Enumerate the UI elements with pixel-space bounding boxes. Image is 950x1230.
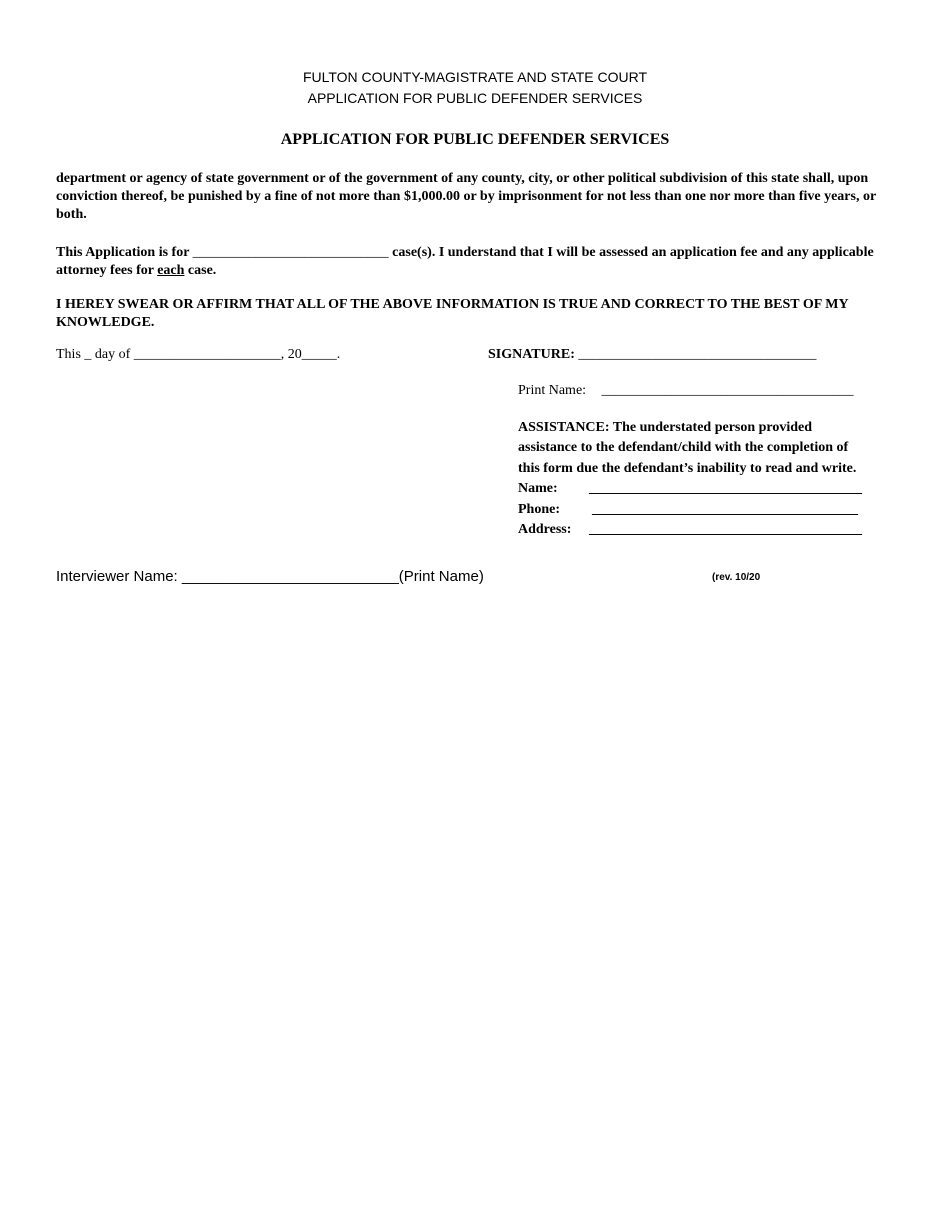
penalty-paragraph: department or agency of state government or of the government of any county, city, or other political subdivision of this state shall, upon conviction thereof, be punished by a fine of not more than $1,000.00 or by imprisonment for not less than one nor more than five years, or both.	[56, 171, 876, 222]
date-line: This _ day of _____________________, 20_____.	[56, 347, 341, 362]
oath-statement: I HEREY SWEAR OR AFFIRM THAT ALL OF THE ABOVE INFORMATION IS TRUE AND CORRECT TO THE BEST OF MY KNOWLEDGE.	[56, 297, 849, 330]
interviewer-blank: __________________________	[181, 568, 399, 585]
form-subtitle: APPLICATION FOR PUBLIC DEFENDER SERVICES	[307, 90, 643, 106]
each-emphasis: each	[157, 263, 185, 278]
case-count-blank: ____________________________	[192, 245, 389, 260]
application-end: case.	[187, 263, 217, 278]
interviewer-line	[56, 568, 484, 585]
application-prefix: This Application is for	[56, 245, 190, 260]
application-paragraph	[56, 244, 896, 280]
assistance-line-3: this form due the defendant’s inability to read and write.	[518, 461, 857, 476]
assistance-address-label: Address:	[518, 522, 572, 537]
print-name-line	[518, 383, 854, 399]
application-suffix: case(s). I understand that I will be assessed an application fee and any applicable attorney fees for	[56, 245, 874, 278]
assistance-name-blank: _______________________________________	[589, 481, 862, 496]
assistance-address-blank: _______________________________________	[589, 522, 862, 537]
interviewer-label: Interviewer Name:	[56, 568, 178, 585]
court-header: FULTON COUNTY-MAGISTRATE AND STATE COURT	[302, 69, 648, 85]
print-name-blank: ____________________________________	[601, 383, 854, 398]
form-title: APPLICATION FOR PUBLIC DEFENDER SERVICES	[280, 131, 670, 148]
assistance-phone-blank: ______________________________________	[592, 502, 858, 517]
signature-label: SIGNATURE:	[488, 347, 575, 362]
assistance-name-label: Name:	[518, 481, 558, 496]
signature-blank: __________________________________	[578, 347, 817, 362]
revision-note: (rev. 10/20	[712, 572, 761, 583]
interviewer-print-name: (Print Name)	[398, 568, 484, 585]
assistance-line-1: ASSISTANCE: The understated person provided	[518, 420, 813, 435]
assistance-line-2: assistance to the defendant/child with the completion of	[518, 440, 849, 455]
print-name-label: Print Name:	[518, 383, 587, 398]
assistance-phone-label: Phone:	[518, 502, 560, 517]
signature-line	[488, 347, 816, 363]
